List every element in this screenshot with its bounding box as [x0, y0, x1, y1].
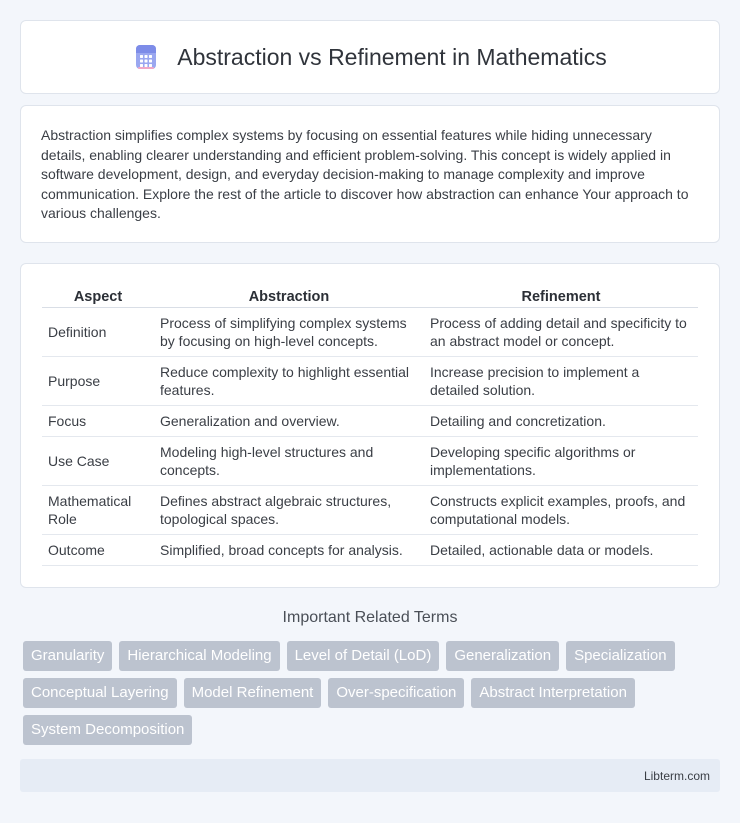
table-cell: Detailing and concretization. — [424, 406, 698, 437]
intro-text: Abstraction simplifies complex systems by focusing on essential features while hiding unnecessary details, enabling clearer understanding and efficient problem-solving. This concept is widely applied in software development, design, and everyday decision-making to manage complexity and improve communication. Explore the rest of the article to discover how abstraction can enhance Your approach to various challenges. — [41, 127, 689, 222]
column-header-abstraction: Abstraction — [154, 286, 424, 308]
table-row — [42, 357, 698, 406]
tag-specialization[interactable]: Specialization — [566, 641, 675, 671]
table-row — [42, 437, 698, 486]
table-cell: Modeling high-level structures and concepts. — [154, 437, 424, 486]
table-cell: Defines abstract algebraic structures, topological spaces. — [154, 486, 424, 535]
table-header-row — [42, 286, 698, 308]
tag-system-decomposition[interactable]: System Decomposition — [23, 715, 192, 745]
table-cell: Constructs explicit examples, proofs, and computational models. — [424, 486, 698, 535]
footer-site-link[interactable]: Libterm.com — [643, 769, 710, 783]
page-title: Abstraction vs Refinement in Mathematics — [177, 43, 607, 70]
table-cell: Outcome — [42, 535, 154, 566]
tag-level-of-detail[interactable]: Level of Detail (LoD) — [287, 641, 440, 671]
intro-card — [20, 105, 720, 243]
column-header-aspect: Aspect — [42, 286, 154, 308]
table-cell: Process of simplifying complex systems by focusing on high-level concepts. — [154, 308, 424, 357]
tag-over-specification[interactable]: Over-specification — [328, 678, 464, 708]
tag-conceptual-layering[interactable]: Conceptual Layering — [23, 678, 177, 708]
tag-generalization[interactable]: Generalization — [446, 641, 559, 671]
table-cell: Use Case — [42, 437, 154, 486]
header-card — [20, 20, 720, 94]
table-cell: Increase precision to implement a detailed solution. — [424, 357, 698, 406]
table-cell: Simplified, broad concepts for analysis. — [154, 535, 424, 566]
related-terms-title: Important Related Terms — [282, 609, 458, 626]
table-cell: Focus — [42, 406, 154, 437]
related-terms-list — [23, 641, 723, 745]
comparison-table — [42, 286, 698, 566]
table-cell: Purpose — [42, 357, 154, 406]
calculator-icon — [133, 44, 159, 70]
tag-model-refinement[interactable]: Model Refinement — [184, 678, 322, 708]
table-cell: Definition — [42, 308, 154, 357]
tag-abstract-interpretation[interactable]: Abstract Interpretation — [471, 678, 635, 708]
comparison-table-card — [20, 263, 720, 588]
table-cell: Reduce complexity to highlight essential features. — [154, 357, 424, 406]
tag-granularity[interactable]: Granularity — [23, 641, 112, 671]
column-header-refinement: Refinement — [424, 286, 698, 308]
table-cell: Mathematical Role — [42, 486, 154, 535]
table-row — [42, 406, 698, 437]
table-row — [42, 308, 698, 357]
table-cell: Developing specific algorithms or implementations. — [424, 437, 698, 486]
table-cell: Process of adding detail and specificity to an abstract model or concept. — [424, 308, 698, 357]
table-row — [42, 535, 698, 566]
footer — [20, 759, 720, 792]
table-cell: Detailed, actionable data or models. — [424, 535, 698, 566]
table-cell: Generalization and overview. — [154, 406, 424, 437]
tag-hierarchical-modeling[interactable]: Hierarchical Modeling — [119, 641, 279, 671]
table-row — [42, 486, 698, 535]
